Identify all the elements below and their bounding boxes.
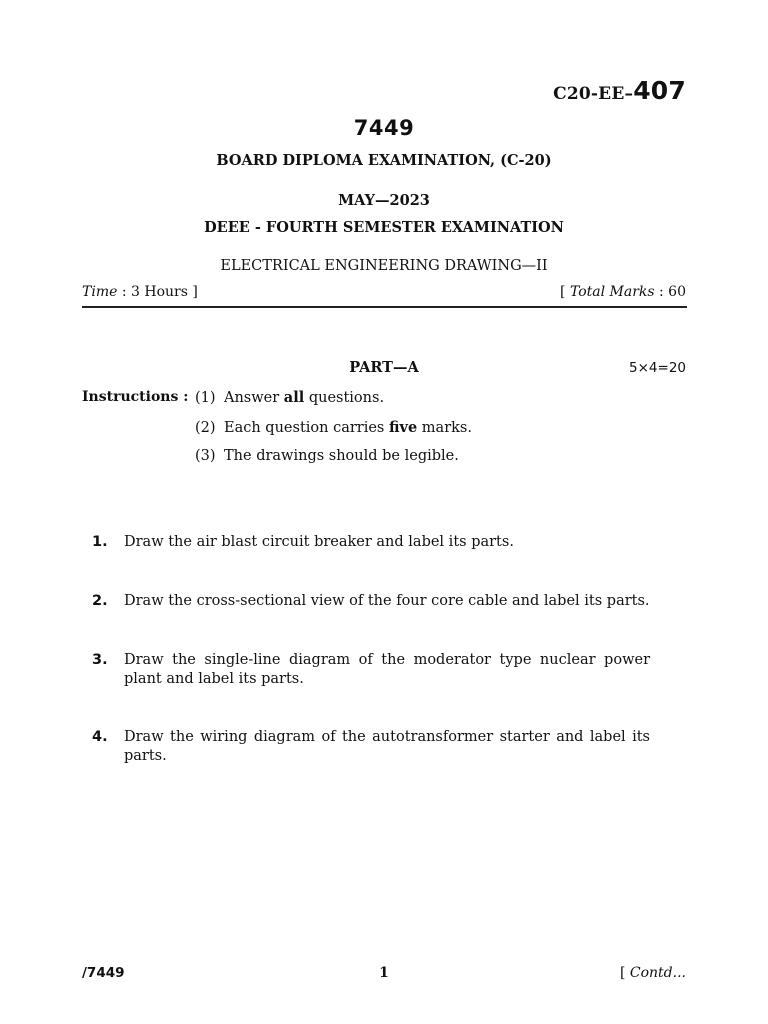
marks-scheme: 5×4=20 [629, 360, 686, 376]
continued-open-bracket: [ [619, 965, 630, 981]
instruction-text: Answer [224, 390, 284, 406]
time-label: Time [82, 284, 118, 300]
subject-title: ELECTRICAL ENGINEERING DRAWING—II [220, 258, 548, 274]
board-title: BOARD DIPLOMA EXAMINATION, (C-20) [216, 152, 552, 169]
instruction-text: The drawings should be legible. [224, 448, 459, 464]
question-item [92, 533, 652, 552]
marks-open-bracket: [ [560, 284, 570, 300]
instructions-label: Instructions : [82, 389, 189, 405]
question-text: Draw the single-line diagram of the moderator type nuclear power plant and label its parts. [124, 652, 650, 687]
question-text: Draw the wiring diagram of the autotransformer starter and label its parts. [124, 729, 650, 764]
question-item [92, 592, 652, 611]
part-title: PART—A [349, 359, 419, 376]
instruction-item [195, 419, 472, 436]
question-item [92, 728, 652, 766]
instruction-text: Each question carries [224, 420, 389, 436]
total-marks-info [560, 284, 686, 300]
paper-number: 7449 [353, 116, 415, 140]
question-text: Draw the air blast circuit breaker and label its parts. [124, 534, 514, 550]
question-number: 3. [92, 652, 108, 668]
continued-note [620, 965, 686, 981]
continued-text: Contd... [629, 965, 686, 981]
header-divider [82, 306, 687, 308]
instruction-text-end: marks. [417, 420, 472, 436]
time-info [82, 284, 198, 300]
marks-label: Total Marks [569, 284, 655, 300]
instruction-emphasis: all [283, 389, 305, 406]
question-number: 2. [92, 593, 108, 609]
instruction-number: (2) [195, 420, 216, 436]
semester-title: DEEE - FOURTH SEMESTER EXAMINATION [204, 219, 564, 236]
instruction-number: (1) [195, 390, 216, 406]
question-text: Draw the cross-sectional view of the four core cable and label its parts. [124, 593, 650, 609]
exam-month: MAY—2023 [338, 192, 430, 209]
footer-paper-number: /7449 [82, 965, 125, 981]
question-number: 4. [92, 729, 108, 745]
marks-value: : 60 [654, 284, 686, 300]
paper-code [553, 76, 686, 105]
instruction-number: (3) [195, 448, 216, 464]
paper-code-number: 407 [633, 76, 686, 105]
instruction-emphasis: five [388, 419, 418, 436]
instruction-item [195, 448, 459, 464]
instruction-item [195, 389, 384, 406]
page-number: 1 [379, 965, 389, 981]
time-value: : 3 Hours ] [117, 284, 198, 300]
question-item [92, 651, 652, 689]
paper-code-prefix: C20-EE– [553, 84, 634, 104]
question-number: 1. [92, 534, 108, 550]
instruction-text-end: questions. [304, 390, 385, 406]
